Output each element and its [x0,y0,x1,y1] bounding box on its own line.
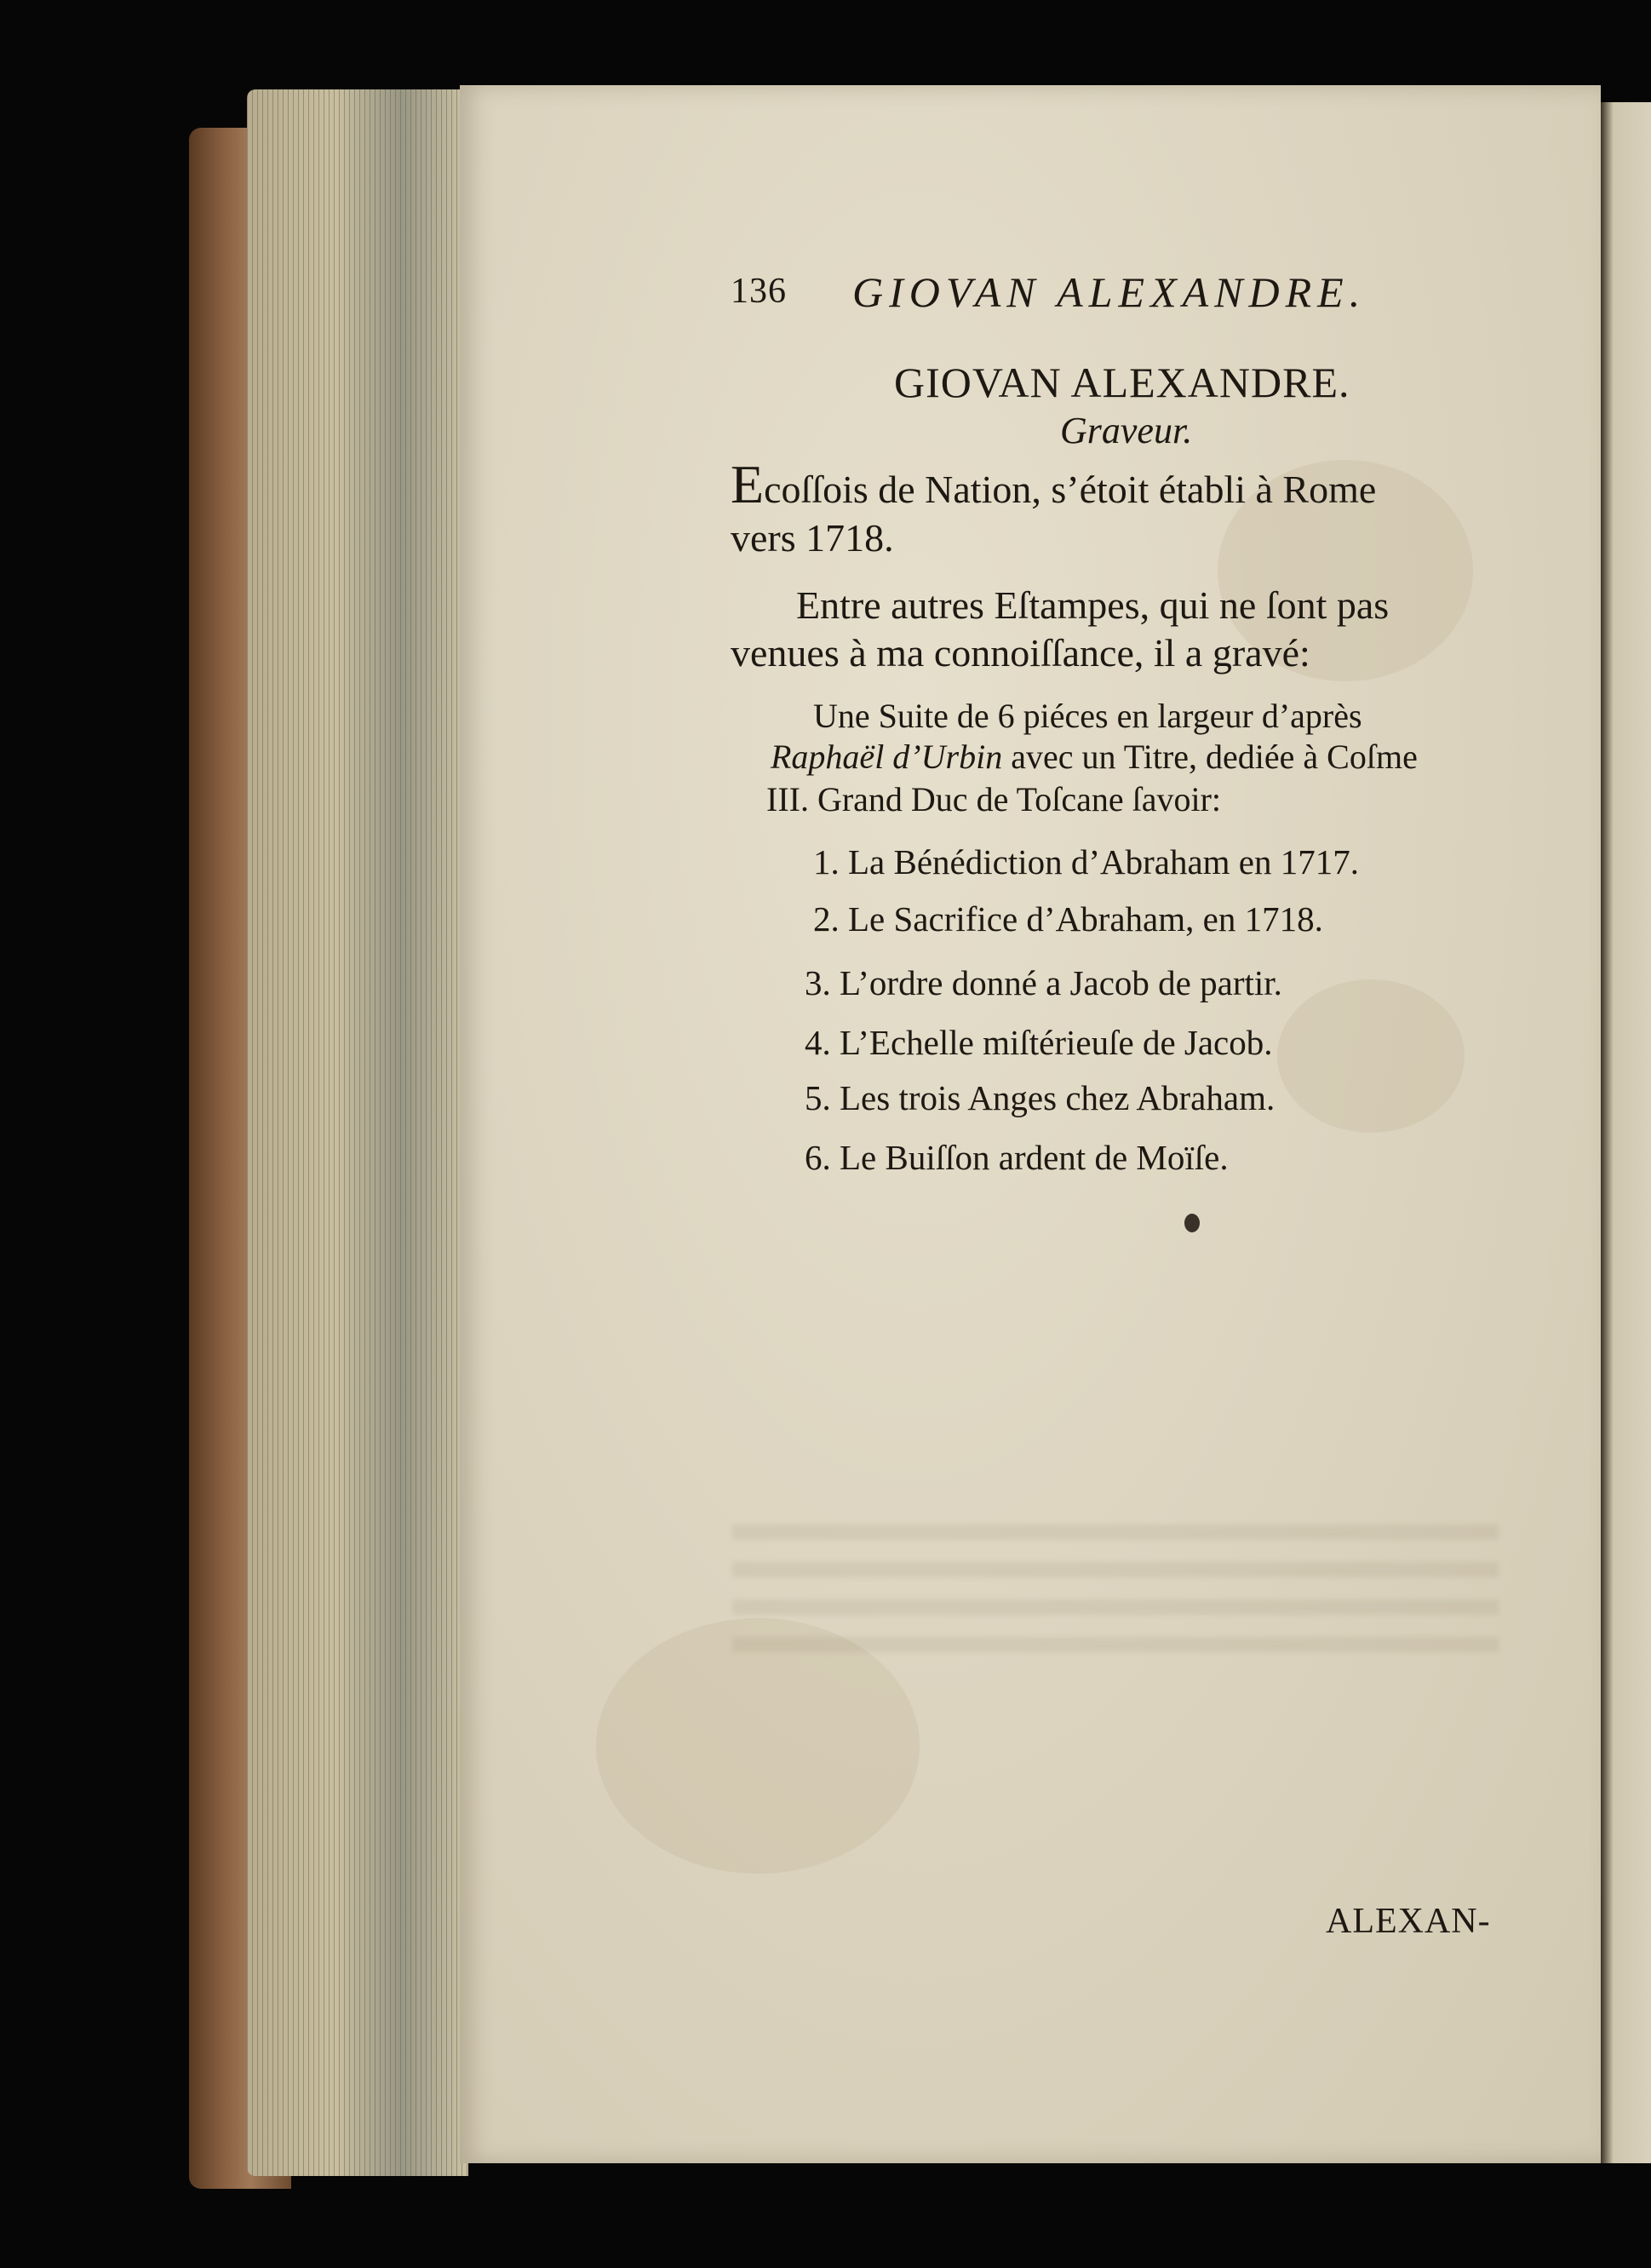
list-item: 4. L’Echelle miſtérieuſe de Jacob. [805,1023,1273,1062]
page-number: 136 [731,272,787,311]
list-item: 6. Le Buiſſon ardent de Moïſe. [805,1138,1229,1177]
running-title: GIOVAN ALEXANDRE. [852,268,1367,316]
artist-name: Raphaël d’Urbin [771,738,1003,776]
paragraph-1-line-1 [731,453,1376,516]
paragraph-2-line-1: Entre autres Eſtampes, qui ne ſont pas [796,583,1390,627]
facing-page-edge [1601,102,1651,2163]
page-edge-shadow [336,89,464,2176]
list-item: 1. La Bénédiction d’Abraham en 1717. [813,842,1360,881]
paragraph-2-line-2: venues à ma connoiſſance, il a gravé: [731,631,1310,675]
running-head [731,268,1527,322]
paragraph-3-text: avec un Titre, dediée à Coſme [1002,738,1418,776]
paragraph-3-line-1: Une Suite de 6 piéces en largeur d’après [813,697,1362,735]
end-ornament [1184,1214,1200,1232]
paragraph-3-line-3: III. Grand Duc de Toſcane ſavoir: [766,780,1222,818]
paragraph-1-line-2: vers 1718. [731,516,894,560]
entry-subheading: Graveur. [1060,410,1193,451]
paragraph-3-line-2 [771,737,1418,777]
list-item: 2. Le Sacrifice d’Abraham, en 1718. [813,899,1323,939]
drop-cap: E [731,454,765,514]
entry-heading: GIOVAN ALEXANDRE. [894,359,1350,406]
list-item: 3. L’ordre donné a Jacob de partir. [805,963,1282,1002]
catchword: ALEXAN- [1326,1902,1491,1941]
paragraph-1-text: coſſois de Nation, s’étoit établi à Rome [764,468,1377,511]
list-item: 5. Les trois Anges chez Abraham. [805,1078,1276,1117]
show-through-text [732,1524,1499,1669]
